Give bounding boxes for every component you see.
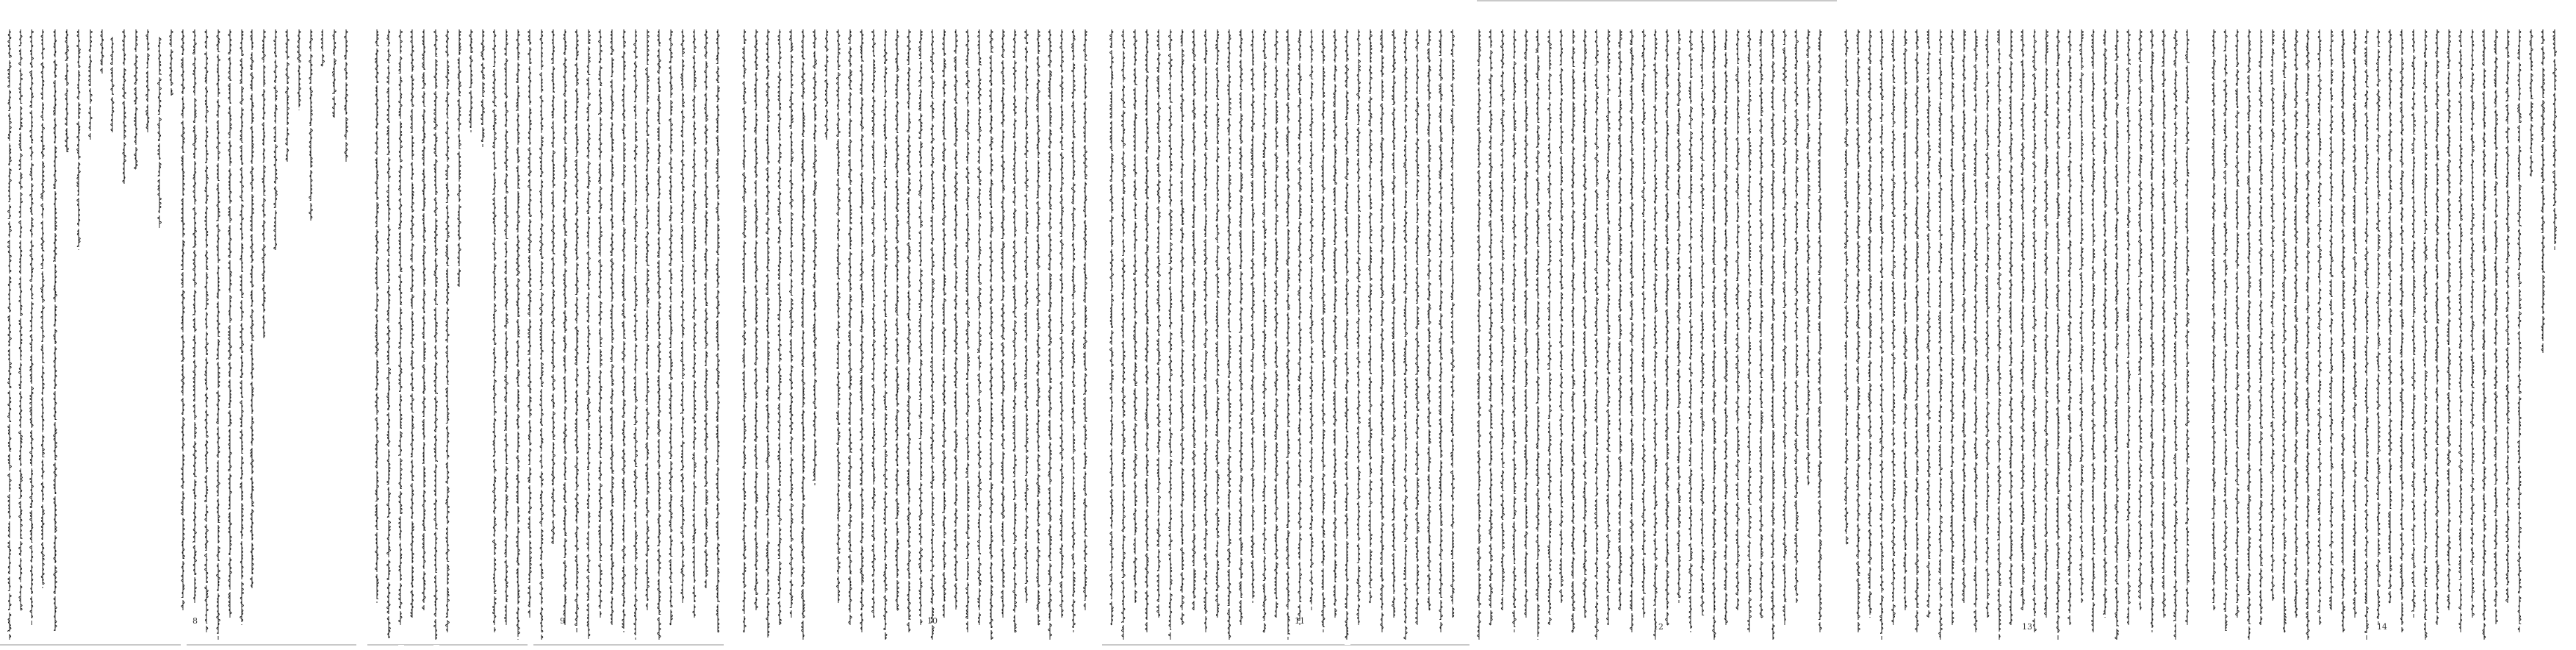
text-column (1974, 29, 1978, 632)
text-column (216, 29, 220, 640)
text-column (2173, 29, 2178, 640)
text-column (2423, 29, 2428, 640)
text-column (704, 29, 708, 588)
document-page (2204, 0, 2570, 650)
text-column (40, 29, 45, 588)
text-column (181, 29, 185, 610)
text-column (240, 29, 244, 625)
text-column (1036, 29, 1040, 625)
text-column (2259, 29, 2263, 625)
text-column (680, 29, 685, 603)
text-column (1771, 29, 1775, 640)
text-column (1782, 29, 1787, 625)
text-column (2021, 29, 2025, 610)
text-column (2541, 29, 2545, 353)
text-column (1071, 29, 1076, 632)
text-column (1665, 29, 1669, 625)
text-column (2044, 29, 2048, 618)
text-column (1868, 29, 1872, 618)
text-column (332, 29, 337, 118)
text-column (942, 29, 946, 618)
text-column (2458, 29, 2463, 632)
text-column (145, 29, 150, 132)
text-column (2235, 29, 2239, 618)
text-column (645, 29, 650, 610)
text-column (1048, 29, 1052, 640)
text-column (1512, 29, 1517, 632)
text-column (2400, 29, 2404, 632)
text-column (907, 29, 911, 632)
text-column (2247, 29, 2251, 640)
text-column (2270, 29, 2275, 603)
text-column (2009, 29, 2013, 625)
text-column (18, 29, 23, 610)
text-column (2056, 29, 2060, 640)
text-column (1962, 29, 1966, 603)
text-column (989, 29, 993, 640)
text-column (801, 29, 805, 640)
text-column (2068, 29, 2072, 625)
text-column (1121, 29, 1126, 640)
text-column (2306, 29, 2310, 640)
page-number: 12 (1653, 622, 1663, 632)
text-column (1915, 29, 1919, 632)
text-column (918, 29, 923, 625)
text-column (539, 29, 544, 640)
text-column (2032, 29, 2037, 632)
text-column (65, 29, 69, 154)
text-column (2223, 29, 2228, 632)
text-column (1818, 29, 1822, 632)
text-column (610, 29, 614, 625)
text-column (2505, 29, 2510, 603)
text-column (622, 29, 626, 632)
text-column (320, 29, 325, 66)
text-column (53, 29, 57, 632)
text-column (250, 29, 254, 588)
text-column (824, 29, 829, 140)
text-column (492, 29, 497, 632)
text-column (657, 29, 661, 640)
text-column (1903, 29, 1907, 610)
text-column (777, 29, 782, 625)
text-column (2212, 29, 2216, 610)
text-column (528, 29, 532, 618)
text-column (433, 29, 438, 640)
text-column (563, 29, 567, 625)
text-column (789, 29, 794, 618)
document-page (1837, 0, 2203, 650)
text-column (1712, 29, 1716, 640)
text-column (504, 29, 508, 625)
text-column (1156, 29, 1161, 618)
text-column (836, 29, 841, 603)
text-column (422, 29, 426, 610)
text-column (516, 29, 520, 640)
text-column (1368, 29, 1372, 603)
text-column (1133, 29, 1137, 603)
text-column (2079, 29, 2084, 603)
text-column (1844, 29, 1849, 544)
text-column (1083, 29, 1087, 610)
text-column (1759, 29, 1763, 618)
text-column (1415, 29, 1420, 625)
text-column (481, 29, 485, 147)
text-column (742, 29, 746, 632)
text-column (1251, 29, 1255, 603)
text-column (754, 29, 758, 610)
text-column (813, 29, 817, 485)
text-column (1204, 29, 1208, 632)
text-column (2411, 29, 2416, 618)
text-column (716, 29, 720, 632)
text-column (1747, 29, 1752, 632)
text-column (766, 29, 770, 640)
text-column (2317, 29, 2322, 625)
text-column (344, 29, 348, 162)
text-column (633, 29, 638, 640)
text-column (1333, 29, 1337, 618)
text-column (2353, 29, 2357, 618)
text-column (1653, 29, 1658, 640)
text-column (1489, 29, 1493, 625)
text-column (1559, 29, 1564, 603)
document-page (735, 0, 1101, 650)
text-column (2494, 29, 2498, 625)
text-column (598, 29, 602, 618)
page-number: 10 (927, 616, 938, 626)
text-column (1735, 29, 1740, 610)
text-column (2103, 29, 2107, 618)
text-column (169, 29, 173, 96)
text-column (1879, 29, 1884, 640)
text-column (1806, 29, 1810, 485)
text-column (1500, 29, 1505, 610)
text-column (1180, 29, 1184, 625)
document-page (1102, 0, 1468, 650)
text-column (2447, 29, 2451, 610)
text-column (1309, 29, 1314, 610)
page-number: 11 (1295, 616, 1305, 626)
text-column (29, 29, 34, 625)
text-column (1450, 29, 1455, 618)
text-column (122, 29, 126, 184)
text-column (848, 29, 852, 625)
text-column (977, 29, 982, 625)
text-column (398, 29, 403, 625)
text-column (2294, 29, 2298, 618)
text-column (262, 29, 266, 338)
text-column (551, 29, 555, 544)
text-column (2329, 29, 2334, 610)
text-column (76, 29, 81, 250)
text-column (1571, 29, 1575, 632)
text-column (2138, 29, 2143, 610)
text-column (1145, 29, 1149, 632)
text-column (1891, 29, 1896, 625)
text-column (1262, 29, 1267, 632)
text-column (1547, 29, 1552, 625)
text-column (1477, 29, 1481, 640)
page-number: 14 (2377, 622, 2387, 632)
text-column (228, 29, 232, 618)
text-column (965, 29, 970, 632)
text-column (1926, 29, 1931, 618)
text-column (1109, 29, 1114, 625)
text-column (88, 29, 93, 140)
text-column (2482, 29, 2486, 640)
text-column (1630, 29, 1634, 632)
text-column (1985, 29, 1990, 618)
text-column (297, 29, 301, 110)
text-column (375, 29, 379, 603)
text-column (1345, 29, 1349, 640)
text-column (7, 29, 12, 640)
text-column (1439, 29, 1443, 632)
text-column (1688, 29, 1693, 632)
text-column (1856, 29, 1860, 632)
text-column (1677, 29, 1681, 603)
text-column (895, 29, 899, 610)
text-column (2364, 29, 2369, 640)
text-column (1298, 29, 1302, 625)
text-column (2150, 29, 2154, 632)
text-column (204, 29, 209, 632)
text-column (134, 29, 138, 169)
text-column (1059, 29, 1064, 618)
text-column (285, 29, 289, 162)
text-column (883, 29, 888, 640)
text-column (1594, 29, 1599, 640)
text-column (669, 29, 673, 625)
text-column (1618, 29, 1622, 610)
text-column (110, 37, 115, 132)
text-column (1403, 29, 1408, 640)
text-column (1536, 29, 1540, 640)
text-column (871, 29, 876, 618)
document-page (367, 0, 733, 650)
text-column (457, 29, 461, 287)
text-column (1950, 29, 1954, 625)
text-column (1606, 29, 1611, 625)
page-number: 9 (560, 616, 565, 626)
text-column (1227, 29, 1231, 640)
text-column (586, 29, 591, 640)
text-column (1001, 29, 1005, 618)
text-column (273, 29, 278, 250)
page-number: 8 (193, 616, 198, 626)
text-column (2552, 29, 2557, 250)
text-column (1583, 29, 1587, 618)
document-page (0, 0, 366, 650)
text-column (930, 29, 935, 640)
text-column (2517, 29, 2522, 632)
text-column (445, 29, 450, 632)
text-column (100, 29, 104, 74)
text-column (1286, 29, 1290, 640)
text-column (1215, 29, 1220, 618)
text-column (1192, 29, 1196, 610)
text-column (1724, 29, 1728, 625)
text-column (2162, 29, 2166, 618)
text-column (157, 37, 162, 228)
text-column (2185, 29, 2190, 625)
text-column (1997, 29, 2001, 640)
text-column (2435, 29, 2439, 625)
text-column (469, 29, 473, 132)
text-column (2376, 29, 2381, 625)
text-column (1239, 29, 1243, 625)
text-column (2470, 29, 2475, 618)
text-column (692, 29, 697, 618)
text-column (1274, 29, 1278, 618)
text-column (1012, 29, 1017, 632)
text-column (1427, 29, 1431, 610)
text-column (386, 29, 391, 640)
text-column (1356, 29, 1361, 625)
text-column (1024, 29, 1029, 603)
text-column (410, 29, 414, 618)
text-column (2341, 29, 2345, 632)
text-column (1380, 29, 1384, 632)
page-number: 13 (2022, 622, 2032, 632)
text-column (1524, 29, 1528, 618)
text-column (1321, 29, 1325, 632)
text-column (193, 29, 197, 603)
text-column (2529, 29, 2533, 176)
text-column (1938, 29, 1943, 640)
text-column (2091, 29, 2095, 632)
text-column (2126, 29, 2131, 625)
text-column (954, 29, 958, 610)
text-column (1641, 29, 1646, 618)
text-column (1700, 29, 1705, 618)
document-page (1469, 0, 1835, 650)
text-column (2388, 29, 2392, 603)
text-column (2282, 29, 2287, 632)
text-column (1392, 29, 1396, 618)
text-column (1794, 29, 1799, 603)
text-column (860, 29, 864, 632)
text-column (2115, 29, 2119, 640)
text-column (1168, 29, 1173, 640)
text-column (309, 29, 313, 221)
text-column (575, 29, 579, 632)
